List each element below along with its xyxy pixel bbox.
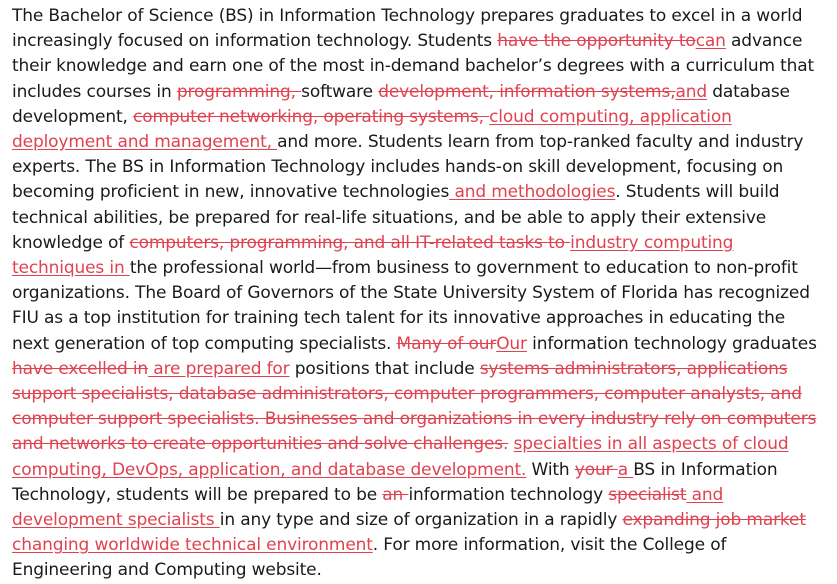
body-text: database development,: [12, 81, 790, 127]
body-text: BS in Information Technology, students will be prepared to be: [12, 459, 778, 505]
deleted-text: computer networking, operating systems,: [133, 106, 490, 127]
body-text: the professional world—from business to government to education to non-profit organizations. The Board of Governors of the State University System of Florida has recognized FIU as a top institution for training tech talent for its innovative approaches in educating the next generation of top computing specialists.: [12, 258, 810, 354]
body-text: advance their knowledge and earn one of the most in-demand bachelor’s degrees with a curriculum that includes courses in: [12, 31, 815, 102]
deleted-text: an: [382, 484, 409, 505]
deleted-text: your: [574, 459, 618, 480]
deleted-text: Many of our: [396, 333, 497, 354]
inserted-text: and development specialists: [12, 484, 724, 531]
inserted-text: and: [675, 81, 707, 102]
inserted-text: changing worldwide technical environment: [12, 535, 373, 556]
body-text: The Bachelor of Science (BS) in Information Technology prepares graduates to excel in a world increasingly focused on information technology. Students: [12, 6, 803, 52]
deleted-text: programming,: [176, 81, 302, 102]
body-text: With: [526, 459, 575, 480]
body-text: information technology: [408, 484, 609, 505]
deleted-text: systems administrators, applications support specialists, database administrators, computer programmers, computer analysts, and computer support specialists. Businesses and organizations in every industry rely on computers and networks to create opportunities and solve challenges.: [12, 358, 817, 455]
deleted-text: have the opportunity to: [497, 31, 696, 52]
deleted-text: development, information systems,: [378, 81, 676, 102]
inserted-text: Our: [496, 333, 527, 354]
body-text: and more. Students learn from top-ranked faculty and industry experts. The BS in Information Technology includes hands-on skill development, focusing on becoming proficient in new, innovative technologies: [12, 132, 804, 203]
deleted-text: have excelled in: [12, 358, 149, 379]
inserted-text: a: [617, 459, 634, 480]
inserted-text: and methodologies: [449, 182, 616, 203]
body-text: software: [301, 81, 379, 102]
body-text: . For more information, visit the College of Engineering and Computing website.: [12, 535, 727, 581]
body-text: positions that include: [289, 358, 480, 379]
inserted-text: can: [695, 31, 726, 52]
inserted-text: industry computing techniques in: [12, 232, 734, 279]
deleted-text: computers, programming, and all IT-related tasks to: [129, 232, 571, 253]
body-text: . Students will build technical abilities, be prepared for real-life situations, and be able to apply their extensive knowledge of: [12, 182, 780, 253]
deleted-text: specialist: [608, 484, 687, 505]
inserted-text: cloud computing, application deployment and management,: [12, 106, 732, 153]
inserted-text: are prepared for: [148, 358, 290, 379]
deleted-text: expanding job market: [622, 510, 806, 531]
inserted-text: specialties in all aspects of cloud computing, DevOps, application, and database development.: [12, 434, 789, 480]
body-text: in any type and size of organization in a rapidly: [219, 510, 623, 531]
body-text: information technology graduates: [526, 333, 817, 354]
